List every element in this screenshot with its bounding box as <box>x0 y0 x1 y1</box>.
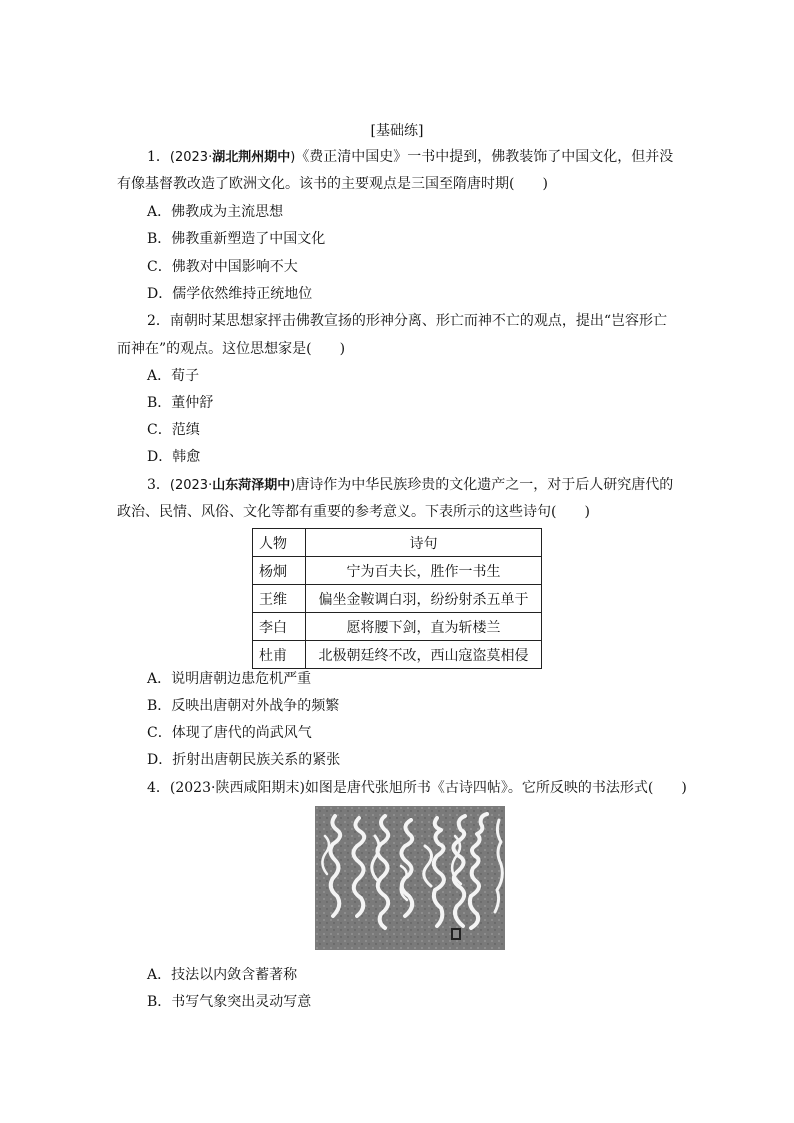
question-3-line-1 <box>147 476 673 495</box>
question-2-stem-part-2: 而神在”的观点。这位思想家是( ) <box>117 341 346 357</box>
question-1-line-1 <box>147 148 673 167</box>
question-1-option-c: C．佛教对中国影响不大 <box>147 259 298 275</box>
question-4-option-b: B．书写气象突出灵动写意 <box>147 994 312 1010</box>
table-cell-person: 王维 <box>253 585 306 613</box>
question-1-stem-part-2: 有像基督教改造了欧洲文化。该书的主要观点是三国至隋唐时期( ) <box>117 176 548 192</box>
question-3-option-b: B．反映出唐朝对外战争的频繁 <box>147 698 340 714</box>
table-cell-poem: 北极朝廷终不改，西山寇盗莫相侵 <box>306 641 542 669</box>
question-2-option-b: B．董仲舒 <box>147 395 214 411</box>
question-2-stem-part-1: 2．南朝时某思想家抨击佛教宣扬的形神分离、形亡而神不亡的观点，提出“岂容形亡 <box>147 313 668 329</box>
question-3-stem-part-1: 唐诗作为中华民族珍贵的文化遗产之一，对于后人研究唐代的 <box>295 477 674 493</box>
table-header-row <box>253 529 542 557</box>
table-cell-person: 李白 <box>253 613 306 641</box>
table-cell-person: 杜甫 <box>253 641 306 669</box>
poem-table <box>252 528 542 669</box>
table-row <box>253 613 542 641</box>
question-3-option-a: A．说明唐朝边患危机严重 <box>147 671 312 687</box>
calligraphy-image <box>315 806 505 950</box>
question-3-option-c: C．体现了唐代的尚武风气 <box>147 725 312 741</box>
table-row <box>253 557 542 585</box>
question-4-option-a: A．技法以内敛含蓄著称 <box>147 967 298 983</box>
question-4-stem: 4．(2023·陕西咸阳期末)如图是唐代张旭所书《古诗四帖》。它所反映的书法形式( ) <box>147 780 687 796</box>
table-cell-poem: 愿将腰下剑，直为斩楼兰 <box>306 613 542 641</box>
question-3-number: 3． <box>147 477 170 493</box>
question-3-stem-part-2: 政治、民情、风俗、文化等都有重要的参考意义。下表所示的这些诗句( ) <box>117 504 590 520</box>
section-title: [基础练] <box>370 123 424 139</box>
question-2-option-d: D．韩愈 <box>147 449 201 465</box>
calligraphy-strokes <box>315 806 505 950</box>
question-1-number: 1． <box>147 149 170 165</box>
question-3-option-d: D．折射出唐朝民族关系的紧张 <box>147 752 341 768</box>
question-3-source: (2023·山东菏泽期中) <box>169 478 296 493</box>
question-2-option-c: C．范缜 <box>147 422 200 438</box>
question-2-option-a: A．荀子 <box>147 368 200 384</box>
table-row <box>253 641 542 669</box>
table-header-person: 人物 <box>253 529 306 557</box>
table-cell-poem: 宁为百夫长，胜作一书生 <box>306 557 542 585</box>
question-1-stem-part-1: 《费正清中国史》一书中提到，佛教装饰了中国文化，但并没 <box>295 149 674 165</box>
question-1-option-b: B．佛教重新塑造了中国文化 <box>147 231 326 247</box>
question-1-option-a: A．佛教成为主流思想 <box>147 204 284 220</box>
question-1-source: (2023·湖北荆州期中) <box>169 150 296 165</box>
table-header-poem: 诗句 <box>306 529 542 557</box>
table-row <box>253 585 542 613</box>
question-1-option-d: D．儒学依然维持正统地位 <box>147 286 313 302</box>
table-cell-person: 杨炯 <box>253 557 306 585</box>
table-cell-poem: 偏坐金鞍调白羽，纷纷射杀五单于 <box>306 585 542 613</box>
